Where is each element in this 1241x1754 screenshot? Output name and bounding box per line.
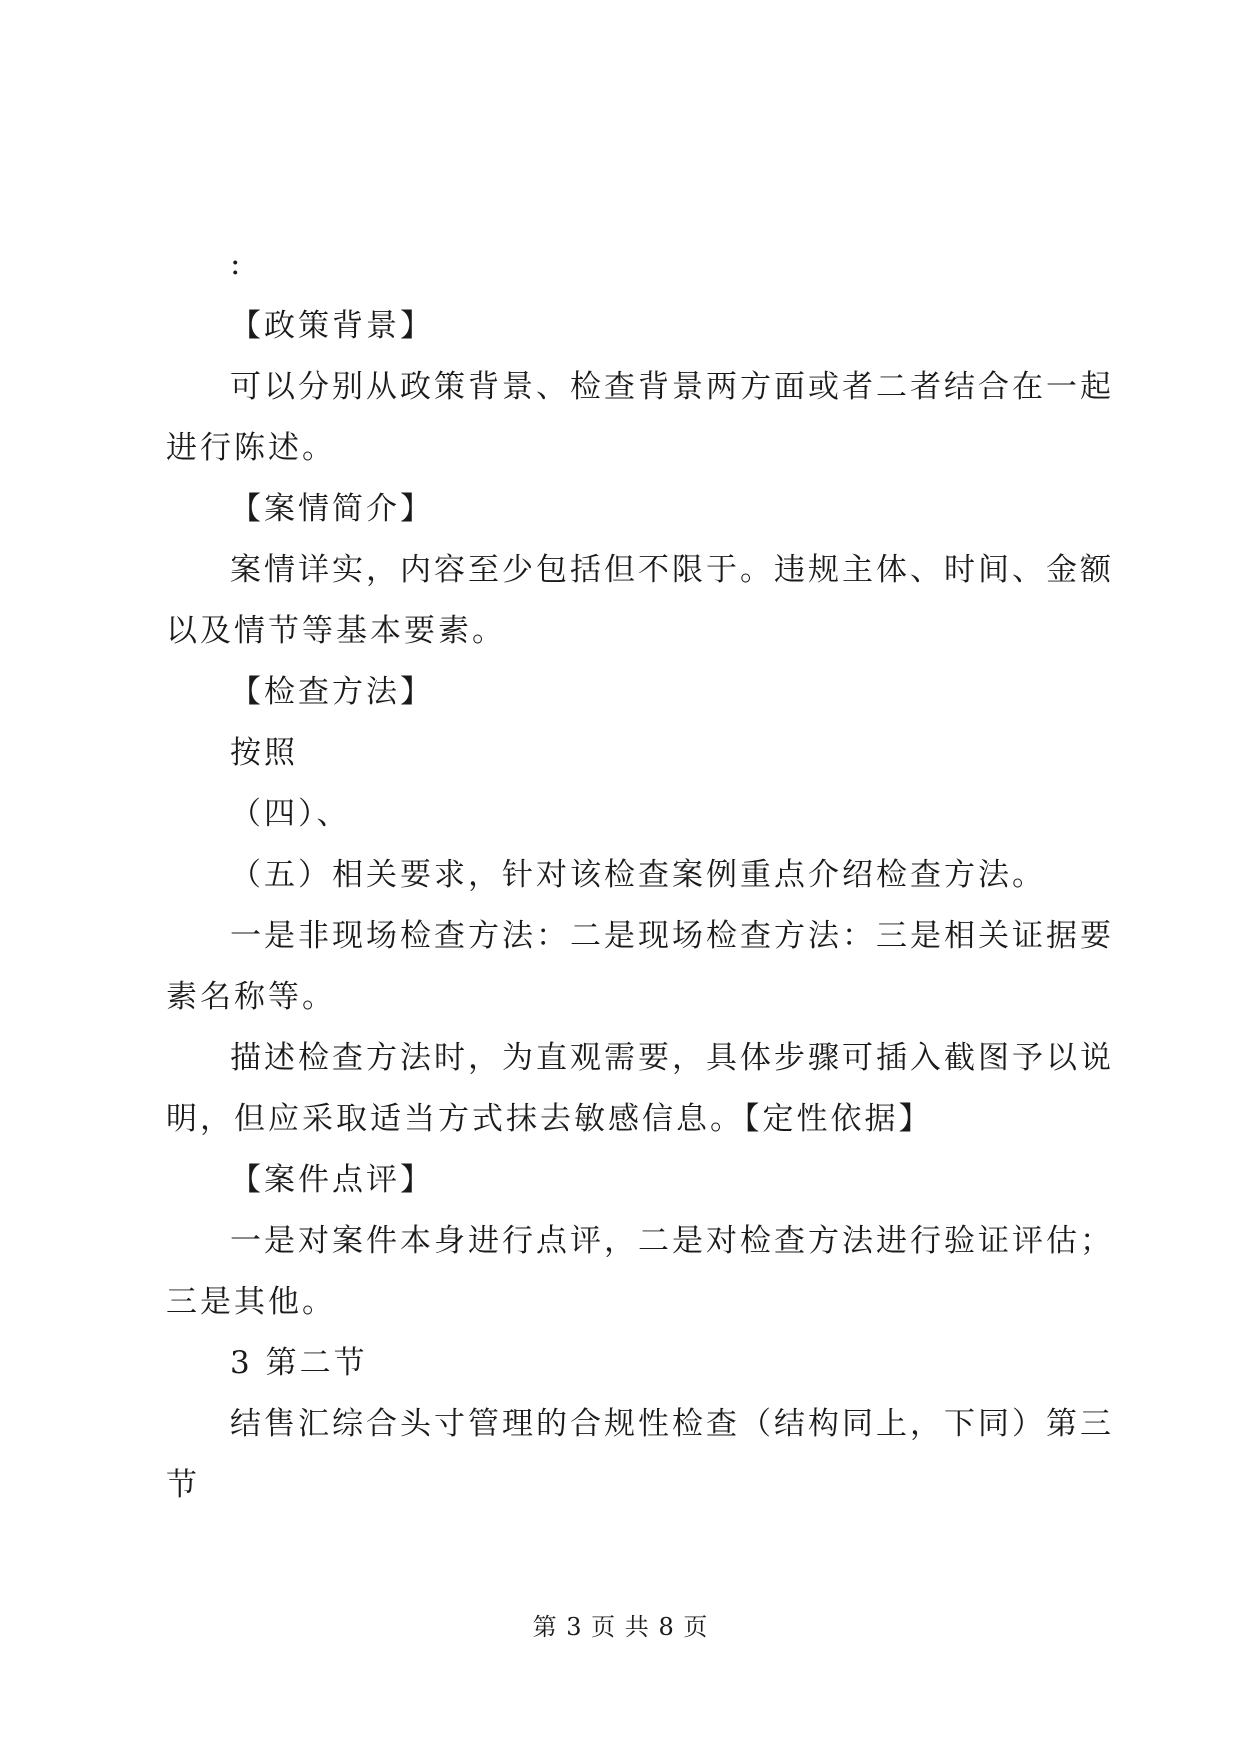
paragraph-case-line-2: 以及情节等基本要素。	[166, 613, 506, 649]
paragraph-item-four: （四）、	[230, 796, 351, 832]
paragraph-item-five: （五）相关要求，针对该检查案例重点介绍检查方法。	[230, 857, 1046, 893]
paragraph-review-line-1: 一是对案件本身进行点评，二是对检查方法进行验证评估；	[230, 1223, 1114, 1259]
heading-case-summary: 【案情简介】	[230, 491, 434, 527]
paragraph-describe-line-1: 描述检查方法时，为直观需要，具体步骤可插入截图予以说	[230, 1040, 1114, 1076]
paragraph-colon: :	[230, 246, 244, 282]
heading-policy-background: 【政策背景】	[230, 308, 434, 344]
paragraph-section-two-line-2: 节	[166, 1467, 200, 1503]
heading-inspection-method: 【检查方法】	[230, 674, 434, 710]
paragraph-review-line-2: 三是其他。	[166, 1284, 336, 1320]
heading-case-review: 【案件点评】	[230, 1162, 434, 1198]
paragraph-methods-line-1: 一是非现场检查方法：二是现场检查方法：三是相关证据要	[230, 918, 1114, 954]
paragraph-policy-line-1: 可以分别从政策背景、检查背景两方面或者二者结合在一起	[230, 369, 1114, 405]
page-footer: 第 3 页 共 8 页	[532, 1613, 709, 1641]
paragraph-according: 按照	[230, 735, 298, 771]
paragraph-section-two-line-1: 结售汇综合头寸管理的合规性检查（结构同上，下同）第三	[230, 1406, 1114, 1442]
paragraph-methods-line-2: 素名称等。	[166, 979, 336, 1015]
section-heading-two: 3 第二节	[230, 1345, 368, 1381]
paragraph-describe-line-2: 明，但应采取适当方式抹去敏感信息。【定性依据】	[166, 1101, 933, 1137]
paragraph-policy-line-2: 进行陈述。	[166, 430, 336, 466]
paragraph-case-line-1: 案情详实，内容至少包括但不限于。违规主体、时间、金额	[230, 552, 1114, 588]
